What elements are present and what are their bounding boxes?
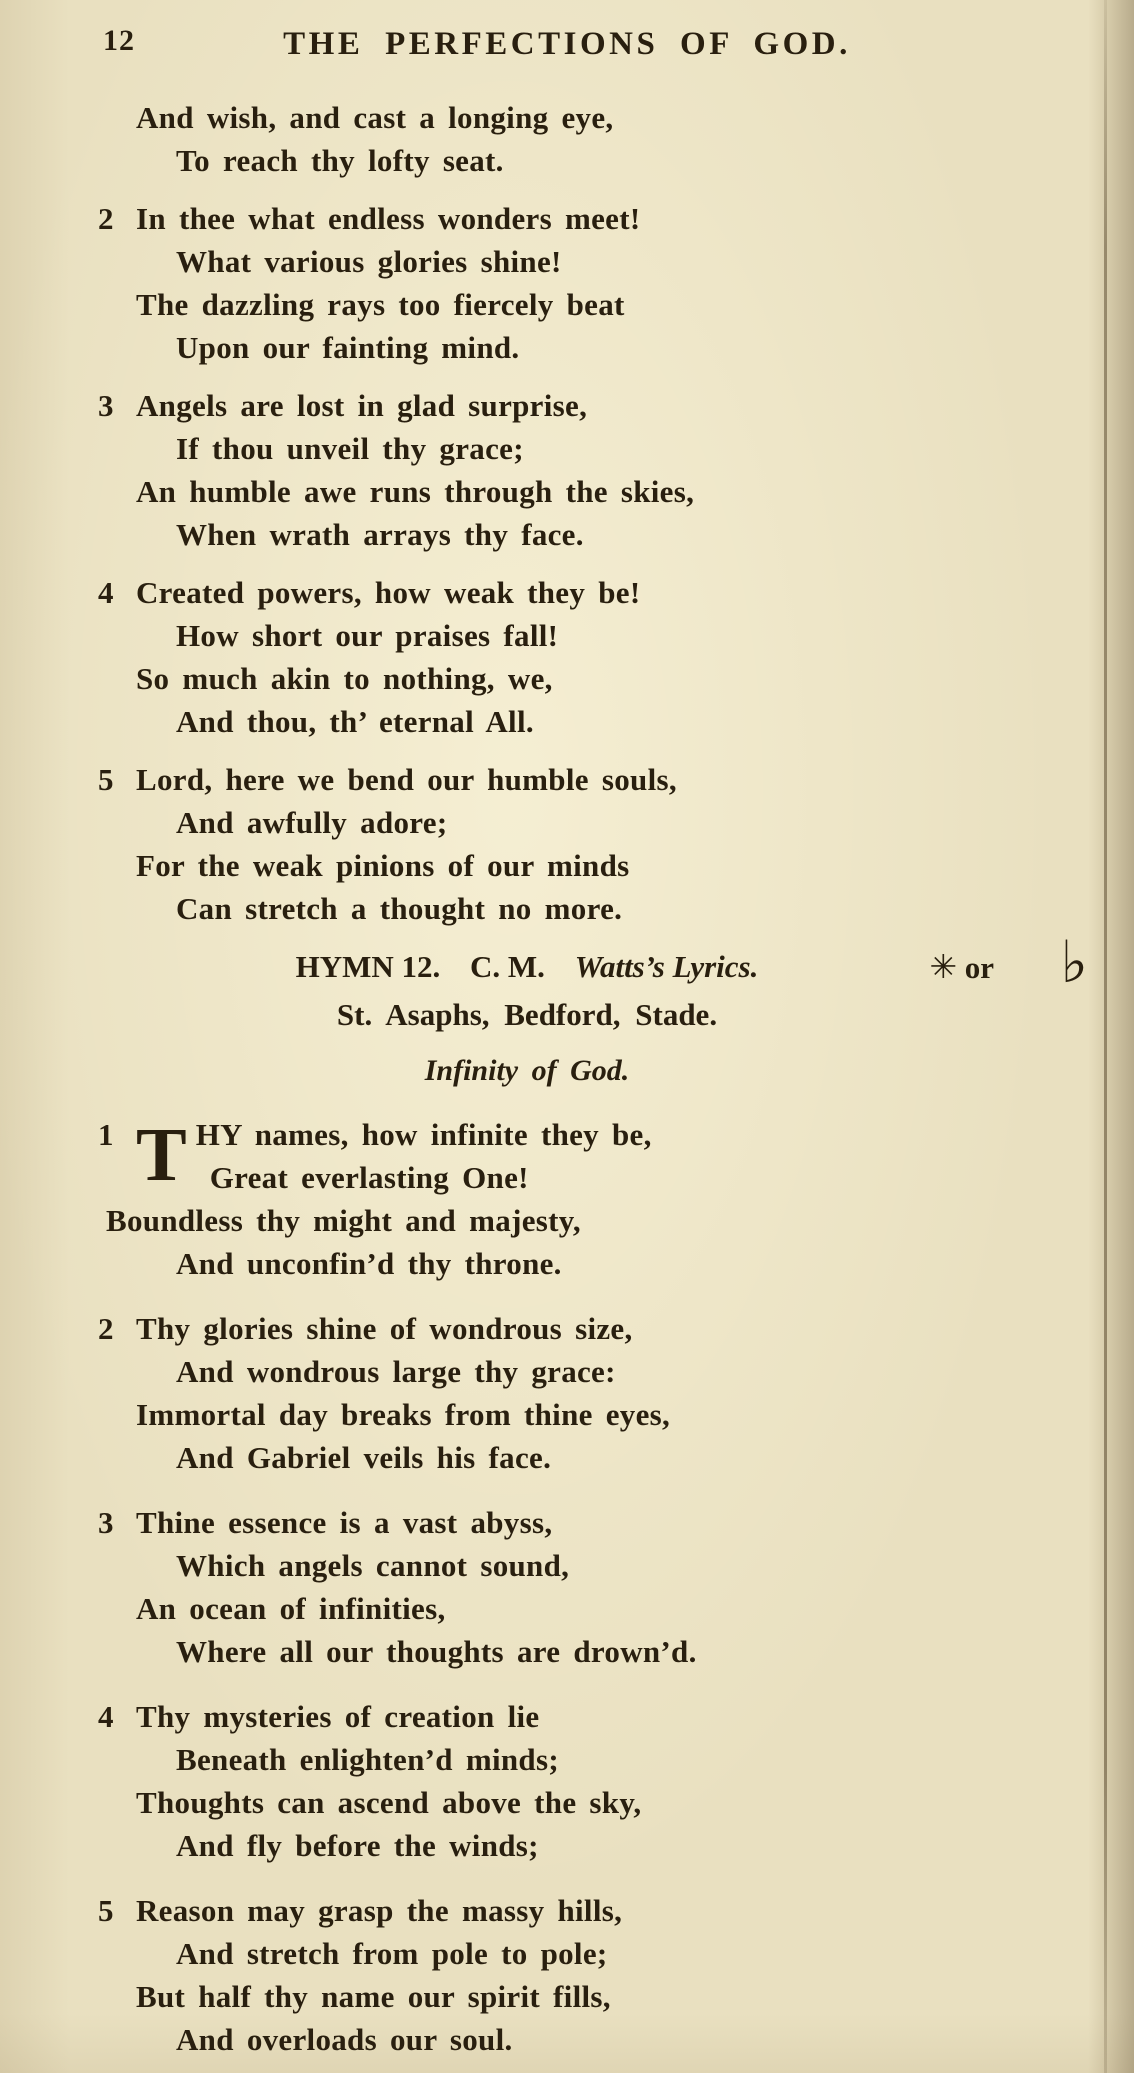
verse-line: And unconfin’d thy throne. [176,1246,562,1281]
stanza [100,571,1094,743]
stanza-lines [136,1501,1094,1673]
stanza-lines [106,1113,1094,1285]
hymn-subtitle: Infinity of God. [424,1054,630,1087]
verse-line: Upon our fainting mind. [176,330,520,365]
running-title: THE PERFECTIONS OF GOD. [283,26,851,62]
stanza-lines [136,384,1094,556]
verse-line: The dazzling rays too fiercely beat [136,287,625,322]
verse-line: When wrath arrays thy face. [176,517,584,552]
page-number: 12 [103,24,135,57]
verse-line: If thou unveil thy grace; [176,431,524,466]
stanza [100,758,1094,930]
sharp-key-icon: ✳ [929,947,957,986]
stanza [100,1695,1094,1867]
verse-line: And wondrous large thy grace: [176,1354,616,1389]
verse-line: Can stretch a thought no more. [176,891,623,926]
verse-line: Thy glories shine of wondrous size, [136,1311,633,1346]
verse-line: Great everlasting One! [209,1160,529,1195]
stanza-lines [136,1307,1094,1479]
page-edge-line [1104,0,1107,2073]
hymn-meter: C. M. [470,949,545,984]
key-signature-group [929,947,994,986]
verse-line: Which angels cannot sound, [176,1548,570,1583]
verse-line: And Gabriel veils his face. [176,1440,552,1475]
verse-line: To reach thy lofty seat. [176,143,504,178]
stanza-number: 4 [98,575,114,610]
flat-key-icon: ♭ [1060,928,1088,996]
hymn-number: HYMN 12. [295,949,441,984]
stanza-number: 2 [98,1311,114,1346]
verse-line: But half thy name our spirit fills, [136,1979,611,2014]
verse-line: Thoughts can ascend above the sky, [136,1785,642,1820]
verse-line: Thine essence is a vast abyss, [136,1505,553,1540]
verse-line: Lord, here we bend our humble souls, [136,762,677,797]
stanza [100,1113,1094,1285]
stanza-number: 3 [98,1505,114,1540]
stanza [100,384,1094,556]
page-header [0,0,1134,72]
stanza-lines [136,758,1094,930]
key-or-text: or [964,950,994,985]
page-body [0,72,1134,2061]
verse-line: An humble awe runs through the skies, [136,474,695,509]
verse-line: For the weak pinions of our minds [136,848,630,883]
verse-line: How short our praises fall! [176,618,559,653]
stanza-lines [136,1889,1094,2061]
stanza [100,197,1094,369]
continued-hymn-stanzas [100,96,1094,930]
hymn-tunes: St. Asaphs, Bedford, Stade. [336,997,718,1032]
stanza-lines [136,1695,1094,1867]
verse-line: So much akin to nothing, we, [136,661,553,696]
verse-line: Immortal day breaks from thine eyes, [136,1397,671,1432]
hymn-heading-block [100,928,1094,1093]
verse-line: Created powers, how weak they be! [136,575,641,610]
verse-line: And overloads our soul. [176,2022,513,2057]
verse-line: And fly before the winds; [176,1828,539,1863]
verse-line: Beneath enlighten’d minds; [176,1742,559,1777]
hymn-source: Watts’s Lyrics. [574,949,759,984]
verse-line: Boundless thy might and majesty, [106,1203,581,1238]
stanza [100,1307,1094,1479]
verse-line: And awfully adore; [176,805,448,840]
stanza-number: 5 [98,762,114,797]
stanza-lines [136,96,1094,182]
verse-line: And stretch from pole to pole; [176,1936,608,1971]
verse-line: In thee what endless wonders meet! [136,201,641,236]
verse-line: What various glories shine! [176,244,562,279]
verse-line: Thy mysteries of creation lie [136,1699,540,1734]
verse-line: And wish, and cast a longing eye, [136,100,614,135]
verse-line: And thou, th’ eternal All. [176,704,534,739]
stanza [100,1889,1094,2061]
page-edge-shadow [1088,0,1134,2073]
stanza-number: 3 [98,388,114,423]
hymn-12-stanzas [100,1113,1094,2061]
verse-line: An ocean of infinities, [136,1591,446,1626]
stanza-number: 5 [98,1893,114,1928]
stanza [100,96,1094,182]
verse-line: Reason may grasp the massy hills, [136,1893,623,1928]
stanza-number: 4 [98,1699,114,1734]
verse-line: Angels are lost in glad surprise, [136,388,588,423]
stanza-lines [136,197,1094,369]
verse-line: Where all our thoughts are drown’d. [176,1634,697,1669]
stanza [100,1501,1094,1673]
dropcap-letter: T [136,1113,187,1197]
stanza-lines [136,571,1094,743]
stanza-number: 2 [98,201,114,236]
verse-line: HY names, how infinite they be, [195,1117,652,1152]
hymn-heading-line [100,945,954,989]
stanza-number: 1 [98,1117,114,1152]
